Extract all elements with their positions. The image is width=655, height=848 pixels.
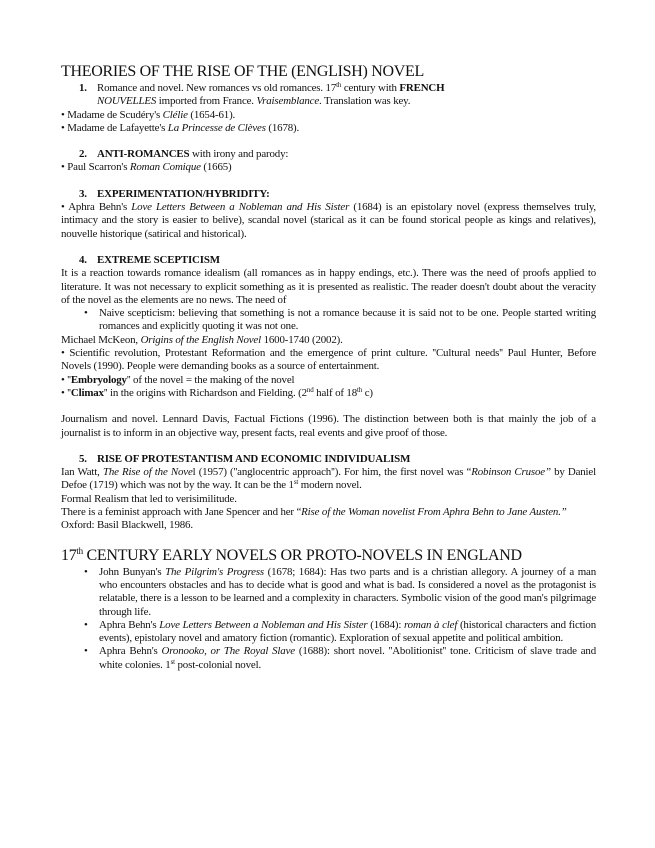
section-4 — [61, 254, 596, 440]
list-item: • Aphra Behn's Love Letters Between a Nobleman and His Sister (1684): roman à clef (historical characters and fiction events), epistolary novel and amatory fiction (romantic). Exploration of sexual appetite and political ambition. — [61, 619, 596, 646]
paragraph: • Aphra Behn's Love Letters Between a Nobleman and His Sister (1684) is an epistolary novel (express themselves truly, intimacy and the story is easier to belive), scandal novel (starical as it can be found storical people as kings and relatives), nouvelle historique (satirical and historical). — [61, 201, 596, 240]
paragraph: Formal Realism that led to verisimilitude. — [61, 492, 237, 505]
bullet-list — [61, 307, 596, 334]
paragraph: • Scientific revolution, Protestant Reformation and the emergence of print culture. ''Cultural needs'' Paul Hunter, Before Novels (1990). People were demanding books as a source of entertainment. — [61, 347, 596, 373]
paragraph: It is a reaction towards romance idealism (all romances as in happy endings, etc.). There was the need of proofs applied to literature. It was not necessary to explicit something as it is presented as realistic. The reader doesn't doubt about the veracity of the novel as the elements are no news. The need of — [61, 267, 596, 306]
document-body — [61, 63, 596, 672]
section-2 — [61, 148, 596, 175]
paragraph: Michael McKeon, Origins of the English Novel 1600-1740 (2002). — [61, 333, 343, 346]
list-item: • ''Climax'' in the origins with Richardson and Fielding. (2nd half of 18th c) — [61, 385, 373, 399]
list-item: • Madame de Scudéry's Clélie (1654-61). — [61, 108, 236, 121]
section-3-heading: 3. EXPERIMENTATION/HYBRIDITY: — [79, 187, 270, 200]
list-item: • Paul Scarron's Roman Comique (1665) — [61, 161, 232, 174]
list-item: • John Bunyan's The Pilgrim's Progress (1678; 1684): Has two parts and is a christian allegory. A journey of a man who encounters obstacles and has to decide what is good and what is bad. Is considered a novel as the protagonist is relatable, there is a lesson to be learned and a complexity in characters. Symbolic vision of the good man's pilgrimage through life. — [61, 566, 596, 619]
paragraph: There is a feminist approach with Jane Spencer and her “Rise of the Woman novelist From Aphra Behn to Jane Austen.” Oxford: Basil Blackwell, 1986. — [61, 506, 567, 532]
list-item: • ''Embryology'' of the novel = the making of the novel — [61, 373, 295, 386]
section-2-heading: 2. ANTI-ROMANCES with irony and parody: — [79, 148, 289, 161]
list-item: • Naive scepticism: believing that something is not a romance because it is said not to be one. People started writing romances and explicitly quoting it was not one. — [61, 307, 596, 334]
section-5-heading: 5. RISE OF PROTESTANTISM AND ECONOMIC INDIVIDUALISM — [79, 452, 411, 465]
section-4-heading: 4. EXTREME SCEPTICISM — [79, 253, 220, 266]
section-3 — [61, 188, 596, 241]
early-novels-list — [61, 566, 596, 672]
paragraph: Ian Watt, The Rise of the Novel (1957) (''anglocentric approach''). For him, the first novel was “Robinson Crusoe” by Daniel Defoe (1719) which was not by the way. It can be the 1st modern novel. — [61, 466, 596, 492]
section-1-heading: 1. Romance and novel. New romances vs old romances. 17th century with FRENCH NOUVELLES imported from France. Vraisemblance. Translation was key. — [79, 81, 445, 108]
section-title-early-novels: 17th CENTURY EARLY NOVELS OR PROTO-NOVELS IN ENGLAND — [61, 545, 522, 564]
page-title: THEORIES OF THE RISE OF THE (ENGLISH) NOVEL — [61, 63, 424, 80]
list-item: • Madame de Lafayette's La Princesse de Clèves (1678). — [61, 121, 300, 134]
section-5 — [61, 453, 596, 533]
paragraph: Journalism and novel. Lennard Davis, Factual Fictions (1996). The distinction between both is that mainly the job of a journalist is to inform in an objective way, present facts, real events and give proof of those. — [61, 413, 596, 439]
list-item: • Aphra Behn's Oronooko, or The Royal Slave (1688): short novel. ''Abolitionist'' tone. Criticism of slave trade and white colonies. 1st post-colonial novel. — [61, 645, 596, 672]
section-1 — [61, 82, 596, 135]
